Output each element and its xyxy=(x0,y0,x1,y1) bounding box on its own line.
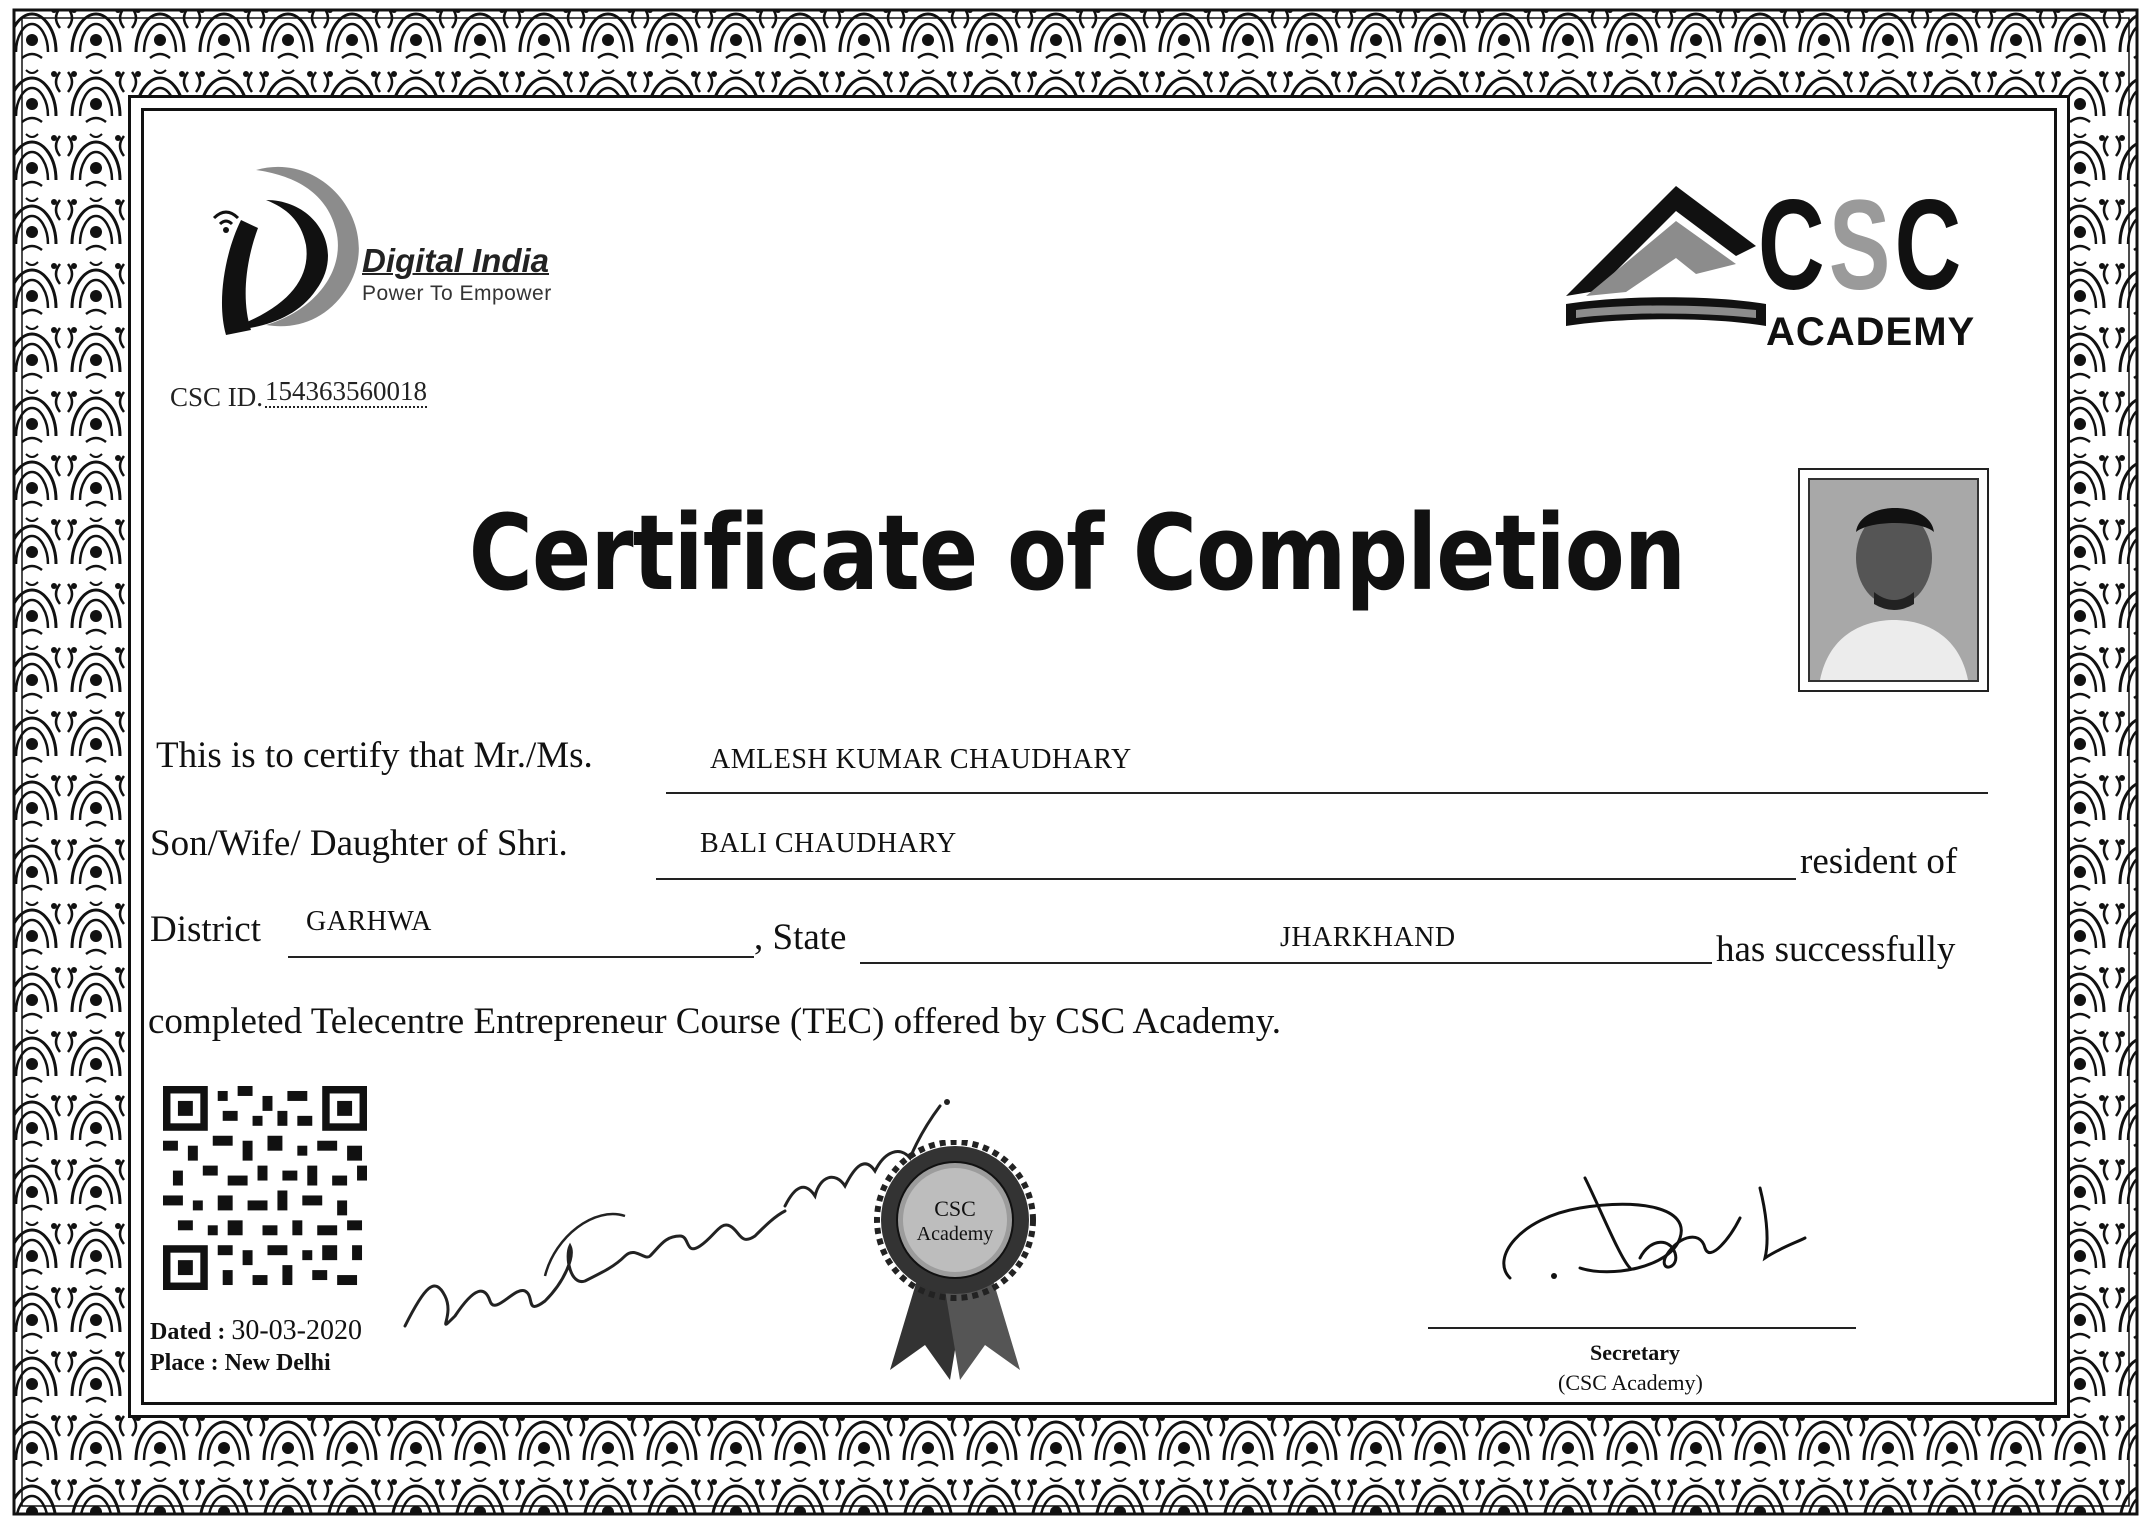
photo-placeholder xyxy=(1808,478,1979,682)
digital-india-tagline: Power To Empower xyxy=(362,282,552,305)
parent-underline xyxy=(656,878,1796,880)
seal-text-academy: Academy xyxy=(916,1223,994,1245)
secretary-signature-icon xyxy=(1490,1168,1810,1298)
district-label: District xyxy=(150,909,261,950)
csc-academy-logo xyxy=(1556,176,2016,366)
csc-academy-word: ACADEMY xyxy=(1766,310,1976,354)
place-label: Place : xyxy=(150,1350,219,1376)
csc-id-label: CSC ID. xyxy=(170,382,264,412)
name-underline xyxy=(666,792,1988,794)
dated xyxy=(150,1315,362,1347)
dated-value: 30-03-2020 xyxy=(231,1315,362,1346)
csc-letter-c1: C xyxy=(1758,174,1829,317)
state-label: , State xyxy=(754,917,847,958)
district-value: GARHWA xyxy=(306,906,432,937)
csc-letter-c2: C xyxy=(1894,174,1966,317)
person-photo-icon xyxy=(1810,480,1977,680)
recipient-name: AMLESH KUMAR CHAUDHARY xyxy=(710,744,1132,775)
digital-india-emblem-icon xyxy=(196,160,366,350)
district-underline xyxy=(288,956,754,958)
csc-id-value: 154363560018 xyxy=(265,376,428,406)
seal-text-csc: CSC xyxy=(934,1196,976,1221)
resident-of-label: resident of xyxy=(1800,841,1958,882)
book-roof-icon xyxy=(1556,176,1786,346)
csc-academy-seal-icon xyxy=(870,1140,1040,1390)
secretary-org: (CSC Academy) xyxy=(1558,1370,1703,1395)
csc-id xyxy=(170,376,428,413)
certificate-title: Certificate of Completion xyxy=(468,492,1686,614)
state-value: JHARKHAND xyxy=(1280,922,1456,953)
parent-name: BALI CHAUDHARY xyxy=(700,828,957,859)
place xyxy=(150,1350,331,1377)
state-underline xyxy=(860,962,1712,964)
csc-letter-s: S xyxy=(1828,174,1895,317)
has-successfully-label: has successfully xyxy=(1716,929,1956,970)
secretary-signature-line xyxy=(1428,1327,1856,1329)
secretary-label: Secretary xyxy=(1590,1340,1680,1365)
completion-statement: completed Telecentre Entrepreneur Course (TEC) offered by CSC Academy. xyxy=(148,1001,1282,1042)
qr-code-icon xyxy=(162,1086,368,1290)
line-parent-prefix: Son/Wife/ Daughter of Shri. xyxy=(150,823,568,864)
csc-letters xyxy=(1758,174,1966,317)
recipient-photo xyxy=(1798,468,1989,692)
dated-label: Dated : xyxy=(150,1319,226,1345)
place-value: New Delhi xyxy=(224,1350,331,1376)
digital-india-title: Digital India xyxy=(362,242,550,279)
line-certify-prefix: This is to certify that Mr./Ms. xyxy=(156,735,593,776)
digital-india-logo xyxy=(196,160,596,350)
